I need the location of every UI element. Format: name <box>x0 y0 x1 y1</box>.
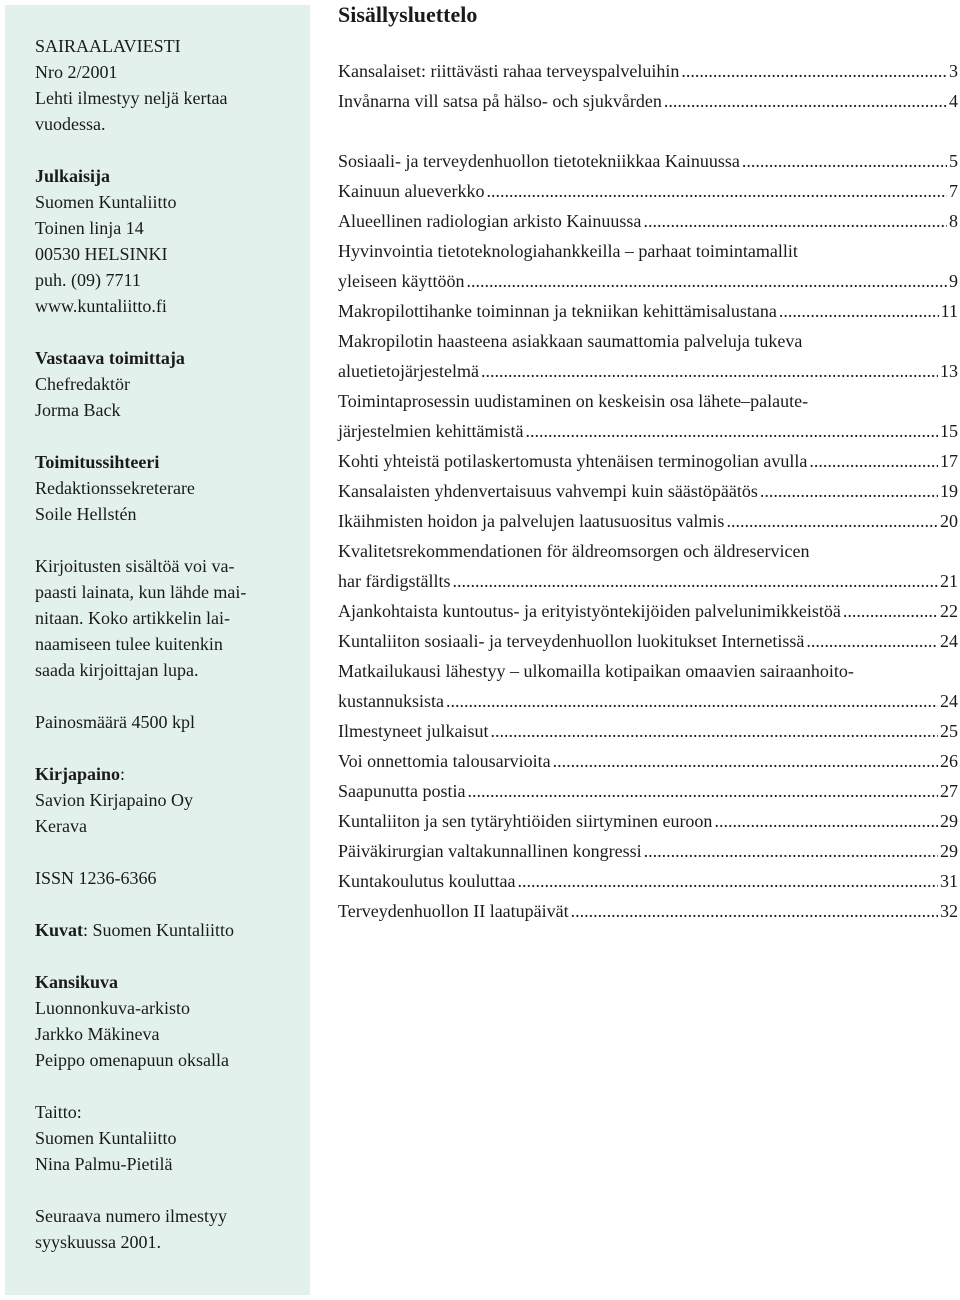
layout-block <box>35 1099 297 1177</box>
notice-line: naamiseen tulee kuitenkin <box>35 634 223 654</box>
toc-entry-title: Terveydenhuollon II laatupäivät <box>338 901 569 921</box>
toc-entry[interactable] <box>338 236 958 296</box>
toc-entry-page: 26 <box>940 751 958 771</box>
toc-entry-title: yleiseen käyttöön <box>338 271 465 291</box>
printer-heading: Kirjapaino <box>35 764 121 784</box>
dot-leader <box>843 596 938 626</box>
editor-name: Jorma Back <box>35 400 121 420</box>
editor-title-swedish: Chefredaktör <box>35 374 130 394</box>
masthead <box>35 33 297 137</box>
toc-entry[interactable] <box>338 176 958 206</box>
toc-entry-title: Saapunutta postia <box>338 781 466 801</box>
print-run-block <box>35 709 297 735</box>
next-issue-block <box>35 1203 297 1255</box>
editor-heading: Vastaava toimittaja <box>35 348 185 368</box>
toc-entry-page: 27 <box>940 781 958 801</box>
toc-entry-page: 19 <box>940 481 958 501</box>
toc-entry-page: 29 <box>940 841 958 861</box>
toc-entry-page: 5 <box>949 151 958 171</box>
toc-entry-page: 11 <box>940 301 958 321</box>
toc-entry-title: kustannuksista <box>338 691 444 711</box>
cover-block <box>35 969 297 1073</box>
toc-entry[interactable] <box>338 836 958 866</box>
printer-name: Savion Kirjapaino Oy <box>35 790 193 810</box>
publisher-name: Suomen Kuntaliitto <box>35 192 177 212</box>
toc-entry[interactable] <box>338 656 958 716</box>
toc-entry-title: Kansalaisten yhdenvertaisuus vahvempi kuin säästöpäätös <box>338 481 758 501</box>
printer-heading-line <box>35 761 297 787</box>
publisher-heading: Julkaisija <box>35 166 111 186</box>
toc-entry-title: Kuntaliiton sosiaali- ja terveydenhuollon luokitukset Internetissä <box>338 631 805 651</box>
toc-entry-page: 8 <box>949 211 958 231</box>
toc-entry-page: 9 <box>949 271 958 291</box>
secretary-block <box>35 449 297 527</box>
editor-block <box>35 345 297 423</box>
toc-entry-page: 25 <box>940 721 958 741</box>
notice-line: paasti lainata, kun lähde mai- <box>35 582 247 602</box>
dot-leader <box>644 836 938 866</box>
toc-list <box>338 56 960 926</box>
layout-org: Suomen Kuntaliitto <box>35 1128 177 1148</box>
dot-leader <box>726 506 938 536</box>
toc-entry[interactable] <box>338 776 958 806</box>
toc-entry[interactable] <box>338 146 958 176</box>
print-run: Painosmäärä 4500 kpl <box>35 712 195 732</box>
frequency-line-1: Lehti ilmestyy neljä kertaa <box>35 88 228 108</box>
photos-line <box>35 917 297 943</box>
toc-entry-page: 32 <box>940 901 958 921</box>
secretary-name: Soile Hellstén <box>35 504 137 524</box>
dot-leader <box>742 146 947 176</box>
issue-number: Nro 2/2001 <box>35 62 118 82</box>
issn-block <box>35 865 297 891</box>
cover-heading: Kansikuva <box>35 972 119 992</box>
secretary-title-swedish: Redaktionssekreterare <box>35 478 195 498</box>
dot-leader <box>452 566 938 596</box>
toc-entry[interactable] <box>338 626 958 656</box>
publisher-block <box>35 163 297 319</box>
colophon-content <box>35 33 297 1281</box>
dot-leader <box>467 776 938 806</box>
toc-entry-page: 29 <box>940 811 958 831</box>
photos-heading: Kuvat <box>35 920 84 940</box>
toc-entry-title: Kuntaliiton ja sen tytäryhtiöiden siirtyminen euroon <box>338 811 713 831</box>
dot-leader <box>481 356 938 386</box>
issn: ISSN 1236-6366 <box>35 868 157 888</box>
dot-leader <box>779 296 939 326</box>
toc-entry-page: 17 <box>940 451 958 471</box>
dot-leader <box>643 206 947 236</box>
toc-entry-page: 13 <box>940 361 958 381</box>
printer-colon: : <box>120 764 126 784</box>
colophon-sidebar <box>5 5 310 1295</box>
toc-entry-title: Kuntakoulutus kouluttaa <box>338 871 516 891</box>
dot-leader <box>553 746 938 776</box>
toc-entry-title: Kohti yhteistä potilaskertomusta yhtenäisen terminogolian avulla <box>338 451 808 471</box>
layout-heading: Taitto: <box>35 1102 82 1122</box>
toc-entry-title-line-1: Hyvinvointia tietoteknologiahankkeilla – parhaat toimintamallit <box>338 241 798 261</box>
secretary-heading: Toimitussihteeri <box>35 452 160 472</box>
dot-leader <box>571 896 938 926</box>
toc-entry-page: 20 <box>940 511 958 531</box>
dot-leader <box>525 416 938 446</box>
toc-entry-title: aluetietojärjestelmä <box>338 361 479 381</box>
toc-entry[interactable] <box>338 476 958 506</box>
toc-entry-title: Ajankohtaista kuntoutus- ja erityistyöntekijöiden palvelunimikkeistöä <box>338 601 841 621</box>
dot-leader <box>664 86 947 116</box>
publisher-street: Toinen linja 14 <box>35 218 144 238</box>
toc-entry-page: 7 <box>949 181 958 201</box>
toc-entry-title-line-1: Toimintaprosessin uudistaminen on keskeisin osa lähete–palaute- <box>338 391 809 411</box>
toc-entry-page: 31 <box>940 871 958 891</box>
toc-entry[interactable] <box>338 446 958 476</box>
toc-entry-title: har färdigställts <box>338 571 451 591</box>
toc-title: Sisällysluettelo <box>338 2 478 27</box>
toc-entry-title: Ikäihmisten hoidon ja palvelujen laatusuositus valmis <box>338 511 725 531</box>
toc-entry-title: Ilmestyneet julkaisut <box>338 721 489 741</box>
magazine-name: SAIRAALAVIESTI <box>35 36 181 56</box>
toc-entry-title: Invånarna vill satsa på hälso- och sjukvården <box>338 91 662 111</box>
toc-entry[interactable] <box>338 86 958 116</box>
notice-line: Kirjoitusten sisältöä voi va- <box>35 556 235 576</box>
toc-entry[interactable] <box>338 326 958 386</box>
toc-entry-title: Kansalaiset: riittävästi rahaa terveyspalveluihin <box>338 61 680 81</box>
toc-entry-page: 15 <box>940 421 958 441</box>
toc-entry-title-line-1: Matkailukausi lähestyy – ulkomailla kotipaikan omaavien sairaanhoito- <box>338 661 854 681</box>
publisher-postal: 00530 HELSINKI <box>35 244 168 264</box>
toc-entry[interactable] <box>338 866 958 896</box>
reprint-notice <box>35 553 297 683</box>
dot-leader <box>466 266 947 296</box>
toc-entry[interactable] <box>338 206 958 236</box>
publisher-website: www.kuntaliitto.fi <box>35 296 167 316</box>
toc-entry-title: Voi onnettomia talousarvioita <box>338 751 551 771</box>
dot-leader <box>760 476 938 506</box>
toc-entry-page: 22 <box>940 601 958 621</box>
toc-entry-title-line-1: Kvalitetsrekommendationen för äldreomsorgen och äldreservicen <box>338 541 810 561</box>
toc-entry-title: Makropilottihanke toiminnan ja tekniikan kehittämisalustana <box>338 301 777 321</box>
printer-block <box>35 761 297 839</box>
photos-block <box>35 917 297 943</box>
next-issue-line-2: syyskuussa 2001. <box>35 1232 162 1252</box>
toc-entry[interactable] <box>338 806 958 836</box>
cover-photographer: Jarkko Mäkineva <box>35 1024 160 1044</box>
toc-entry[interactable] <box>338 896 958 926</box>
toc-entry[interactable] <box>338 506 958 536</box>
toc-entry-page: 24 <box>940 691 958 711</box>
notice-line: nitaan. Koko artikkelin lai- <box>35 608 230 628</box>
dot-leader <box>681 56 947 86</box>
toc-entry-title: Päiväkirurgian valtakunnallinen kongressi <box>338 841 642 861</box>
toc-entry-title: Alueellinen radiologian arkisto Kainuussa <box>338 211 642 231</box>
printer-location: Kerava <box>35 816 87 836</box>
toc-entry-page: 21 <box>940 571 958 591</box>
toc-entry[interactable] <box>338 56 958 86</box>
toc-entry-page: 3 <box>949 61 958 81</box>
toc-entry[interactable] <box>338 296 958 326</box>
toc-entry[interactable] <box>338 386 958 446</box>
toc-entry[interactable] <box>338 596 958 626</box>
dot-leader <box>486 176 947 206</box>
toc-entry-title-line-1: Makropilotin haasteena asiakkaan saumattomia palveluja tukeva <box>338 331 803 351</box>
notice-line: saada kirjoittajan lupa. <box>35 660 199 680</box>
publisher-phone: puh. (09) 7711 <box>35 270 141 290</box>
dot-leader <box>490 716 938 746</box>
frequency-line-2: vuodessa. <box>35 114 106 134</box>
toc-entry-title: Sosiaali- ja terveydenhuollon tietotekniikkaa Kainuussa <box>338 151 740 171</box>
dot-leader <box>714 806 938 836</box>
next-issue-line-1: Seuraava numero ilmestyy <box>35 1206 227 1226</box>
toc-entry[interactable] <box>338 746 958 776</box>
dot-leader <box>809 446 938 476</box>
photos-credit: : Suomen Kuntaliitto <box>83 920 235 940</box>
cover-caption: Peippo omenapuun oksalla <box>35 1050 229 1070</box>
dot-leader <box>806 626 938 656</box>
dot-leader <box>446 686 938 716</box>
layout-name: Nina Palmu-Pietilä <box>35 1154 173 1174</box>
table-of-contents <box>338 0 960 926</box>
toc-entry[interactable] <box>338 536 958 596</box>
toc-entry-title: järjestelmien kehittämistä <box>338 421 524 441</box>
toc-entry-page: 4 <box>949 91 958 111</box>
toc-entry-title: Kainuun alueverkko <box>338 181 485 201</box>
toc-entry[interactable] <box>338 716 958 746</box>
dot-leader <box>517 866 938 896</box>
cover-source: Luonnonkuva-arkisto <box>35 998 190 1018</box>
toc-entry-page: 24 <box>940 631 958 651</box>
